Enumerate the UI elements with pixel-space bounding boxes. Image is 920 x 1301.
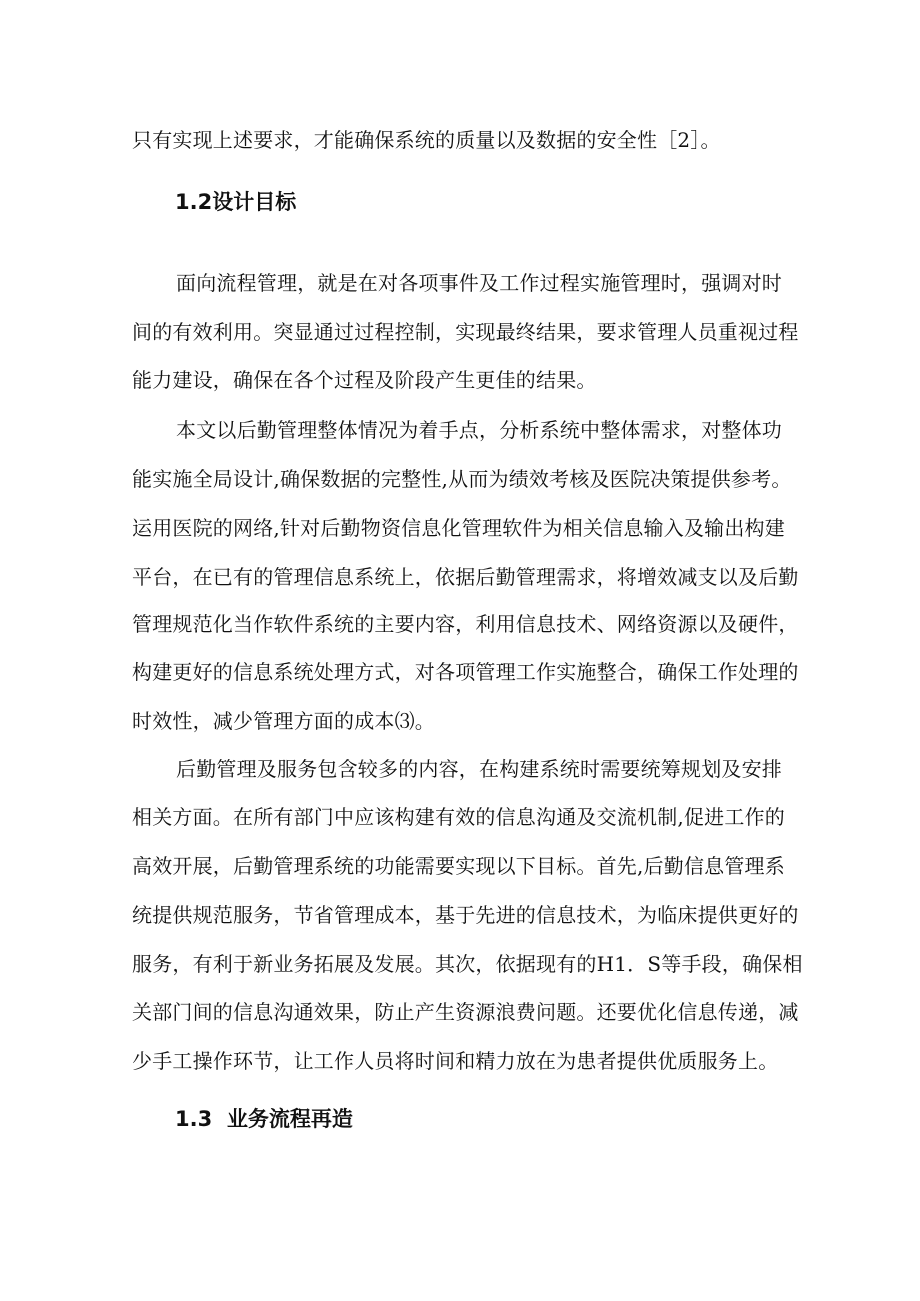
paragraph-3-line: 服务，有利于新业务拓展及发展。其次，依据现有的H1．S等手段，确保相 xyxy=(132,952,803,976)
intro-paragraph-line: 只有实现上述要求，才能确保系统的质量以及数据的安全性［2］。 xyxy=(132,128,721,152)
paragraph-3-line: 相关方面。在所有部门中应该构建有效的信息沟通及交流机制,促进工作的 xyxy=(132,805,785,829)
paragraph-1-line: 间的有效利用。突显通过过程控制，实现最终结果，要求管理人员重视过程 xyxy=(132,320,799,344)
paragraph-1-line: 面向流程管理，就是在对各项事件及工作过程实施管理时，强调对时 xyxy=(176,271,782,295)
section-heading-1-2: 1.2设计目标 xyxy=(175,190,297,214)
paragraph-3-line: 后勤管理及服务包含较多的内容，在构建系统时需要统筹规划及安排 xyxy=(176,757,782,781)
paragraph-2-line: 能实施全局设计,确保数据的完整性,从而为绩效考核及医院决策提供参考。 xyxy=(132,467,792,491)
paragraph-2-line: 平台，在已有的管理信息系统上，依据后勤管理需求，将增效减支以及后勤 xyxy=(132,565,799,589)
paragraph-1-line: 能力建设，确保在各个过程及阶段产生更佳的结果。 xyxy=(132,368,597,392)
paragraph-2-line: 本文以后勤管理整体情况为着手点，分析系统中整体需求，对整体功 xyxy=(176,418,782,442)
paragraph-3-line: 少手工操作环节，让工作人员将时间和精力放在为患者提供优质服务上。 xyxy=(132,1049,779,1073)
paragraph-2-line: 管理规范化当作软件系统的主要内容，利用信息技术、网络资源以及硬件， xyxy=(132,612,799,636)
section-heading-1-3: 1.3 业务流程再造 xyxy=(175,1107,353,1131)
paragraph-3-line: 高效开展，后勤管理系统的功能需要实现以下目标。首先,后勤信息管理系 xyxy=(132,854,785,878)
paragraph-3-line: 关部门间的信息沟通效果，防止产生资源浪费问题。还要优化信息传递，减 xyxy=(132,1000,799,1024)
paragraph-2-line: 构建更好的信息系统处理方式，对各项管理工作实施整合，确保工作处理的 xyxy=(132,660,799,684)
paragraph-2-line: 时效性，减少管理方面的成本⑶。 xyxy=(132,709,435,733)
paragraph-3-line: 统提供规范服务，节省管理成本，基于先进的信息技术，为临床提供更好的 xyxy=(132,903,799,927)
paragraph-2-line: 运用医院的网络,针对后勤物资信息化管理软件为相关信息输入及输出构建 xyxy=(132,516,785,540)
